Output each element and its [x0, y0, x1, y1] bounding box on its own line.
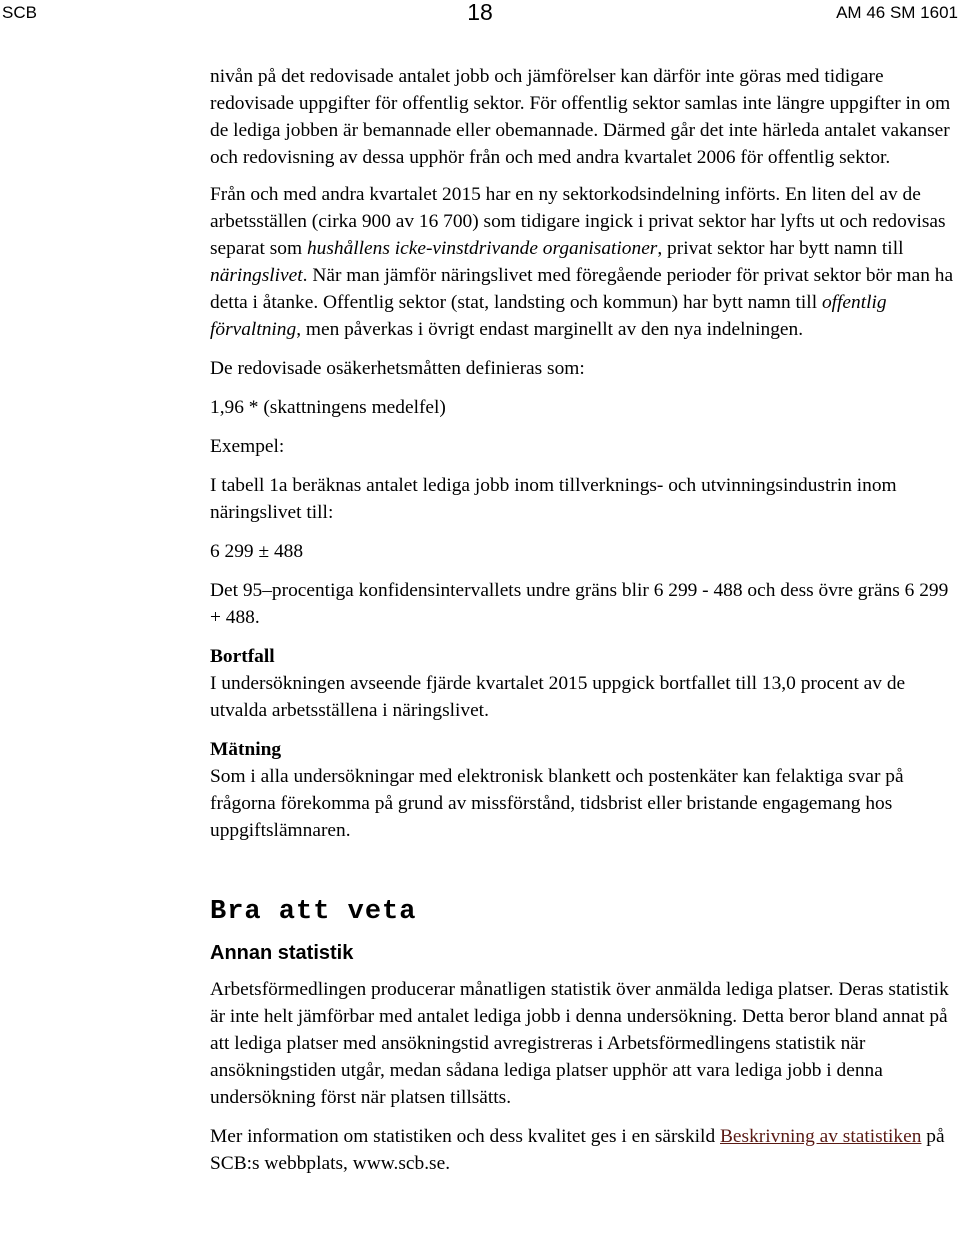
- text-run: Från och med andra kvartalet 2015 har en ny sektorkodsindelning införts. En liten del av de arbetsställen (cirka 900 av 16 700) som tidigare ingick i privat sektor har lyfts ut och redovisas separat som: [210, 184, 946, 259]
- main-content: [210, 63, 955, 1177]
- text-run: Mer information om statistiken och dess kvalitet ges i en särskild: [210, 1126, 720, 1147]
- paragraph-matning: Som i alla undersökningar med elektronisk blankett och postenkäter kan felaktiga svar på frågorna förekomma på grund av missförstånd, tidsbrist eller bristande engagemang hos uppgiftslämnaren.: [210, 766, 904, 841]
- text-run: på SCB:s webbplats, www.scb.se.: [210, 1126, 945, 1174]
- paragraph-annan-statistik: Arbetsförmedlingen producerar månatligen statistik över anmälda lediga platser. Deras statistik är inte helt jämförbar med antalet lediga jobb i denna undersökning. Detta beror bland annat på att lediga platser med ansökningstid avregistreras i Arbetsförmedlingens statistik när ansökningstiden utgår, medan sådana lediga platser upphör att vara lediga jobb i denna undersökning först när platsen tillsätts.: [210, 979, 949, 1108]
- example-value: 6 299 ± 488: [210, 541, 304, 562]
- text-run: . När man jämför näringslivet med föregående perioder för privat sektor bör man ha detta i åtanke. Offentlig sektor (stat, landsting och kommun) har bytt namn till: [210, 265, 954, 313]
- paragraph-more-info: [210, 1123, 955, 1177]
- page-header: [0, 0, 960, 26]
- text-run: , privat sektor har bytt namn till: [657, 238, 904, 259]
- paragraph-sector-comparison: nivån på det redovisade antalet jobb och jämförelser kan därför inte göras med tidigare redovisade uppgifter för offentlig sektor. För offentlig sektor samlas inte längre uppgifter in om de lediga jobben är bemannade eller obemannade. Därmed går det inte härleda antalet vakanser och redovisning av dessa upphör från och med andra kvartalet 2006 för offentlig sektor.: [210, 66, 951, 168]
- paragraph-example: I tabell 1a beräknas antalet lediga jobb inom tillverknings- och utvinningsindustrin inom näringslivet till:: [210, 475, 897, 523]
- italic-term: näringslivet: [210, 265, 303, 286]
- paragraph-sector-coding: [210, 181, 955, 343]
- header-report-id: AM 46 SM 1601: [836, 3, 958, 22]
- header-org: SCB: [2, 3, 37, 22]
- example-label: Exempel:: [210, 436, 285, 457]
- page-number: 18: [467, 0, 493, 25]
- heading-matning: Mätning: [210, 739, 282, 760]
- link-beskrivning-av-statistiken[interactable]: Beskrivning av statistiken: [720, 1126, 922, 1147]
- paragraph-bortfall: I undersökningen avseende fjärde kvartalet 2015 uppgick bortfallet till 13,0 procent av de utvalda arbetsställena i näringslivet.: [210, 673, 906, 721]
- formula: 1,96 * (skattningens medelfel): [210, 397, 446, 418]
- heading-bortfall: Bortfall: [210, 646, 275, 667]
- paragraph-uncertainty-intro: De redovisade osäkerhetsmåtten definieras som:: [210, 358, 585, 379]
- paragraph-confidence-interval: Det 95–procentiga konfidensintervallets undre gräns blir 6 299 - 488 och dess övre gräns 6 299 + 488.: [210, 580, 949, 628]
- italic-term: offentlig förvaltning: [210, 292, 887, 340]
- section-heading-bra-att-veta: Bra att veta: [210, 897, 417, 927]
- text-run: , men påverkas i övrigt endast marginellt av den nya indelningen.: [296, 319, 804, 340]
- heading-annan-statistik: Annan statistik: [210, 942, 354, 964]
- italic-term: hushållens icke-vinstdrivande organisationer: [306, 238, 658, 259]
